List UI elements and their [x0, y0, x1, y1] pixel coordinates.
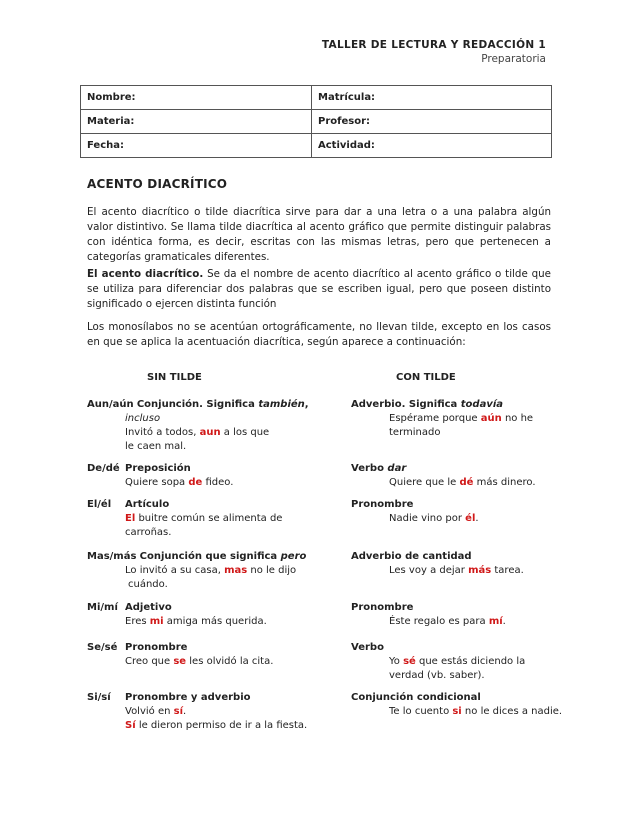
highlight-word: sé	[403, 656, 416, 667]
entry-mas-con-tilde	[351, 550, 561, 578]
example-text: más dinero.	[473, 477, 536, 488]
category: Adverbio. Significa	[351, 399, 461, 410]
word-pair: De/dé	[87, 463, 120, 474]
con-tilde-heading: CON TILDE	[396, 372, 456, 383]
example-text: Espérame porque	[389, 413, 481, 424]
example-line: carroñas.	[125, 527, 172, 538]
example-text: Volvió en	[125, 706, 174, 717]
example-text: .	[475, 513, 479, 524]
word-pair: Mas/más	[87, 551, 137, 562]
category-italic: también	[258, 399, 305, 410]
highlight-word: mi	[149, 616, 164, 627]
course-level: Preparatoria	[481, 53, 546, 65]
category-italic: dar	[387, 463, 407, 474]
entry-si-con-tilde	[351, 691, 566, 719]
category: Conjunción condicional	[351, 692, 481, 703]
example-text: Nadie vino por	[389, 513, 466, 524]
entry-mi-sin-tilde	[87, 601, 327, 629]
intro-paragraph: El acento diacrítico o tilde diacrítica sirve para dar a una letra o a una palabra algún valor distintivo. Se llama tilde diacrítica al acento gráfico que permite distinguir palabras con idéntica forma, es decir, escritas con las mismas letras, pero que pertenecen a categorías gramaticales diferentes.	[87, 206, 551, 263]
entry-si-sin-tilde	[87, 691, 337, 733]
example-text: .	[502, 616, 506, 627]
example-text: le dieron permiso de ir a la fiesta.	[135, 720, 308, 731]
example-text: .	[183, 706, 187, 717]
entry-aun-con-tilde	[351, 398, 561, 440]
highlight-word: de	[188, 477, 203, 488]
example-text: Éste regalo es para	[389, 616, 489, 627]
category-punct: ,	[304, 399, 309, 410]
category-italic: todavía	[460, 399, 504, 410]
example-text: Lo invitó a su casa,	[125, 565, 225, 576]
word-pair: Si/sí	[87, 692, 111, 703]
highlight-word: más	[468, 565, 492, 576]
highlight-word: si	[452, 706, 462, 717]
example-text: tarea.	[491, 565, 524, 576]
nombre-field[interactable]: Nombre:	[81, 86, 312, 110]
matricula-field[interactable]: Matrícula:	[312, 86, 552, 110]
monosyllable-paragraph: Los monosílabos no se acentúan ortográficamente, no llevan tilde, excepto en los casos en que se aplica la acentuación diacrítica, según aparece a continuación:	[87, 321, 551, 348]
example-line: le caen mal.	[125, 441, 187, 452]
section-title: ACENTO DIACRÍTICO	[87, 177, 228, 191]
example-text: Invitó a todos,	[125, 427, 200, 438]
highlight-word: se	[173, 656, 187, 667]
fecha-field[interactable]: Fecha:	[81, 134, 312, 158]
entry-el-con-tilde	[351, 498, 561, 526]
example-text: Eres	[125, 616, 150, 627]
category: Pronombre	[125, 642, 188, 653]
example-text: Creo que	[125, 656, 174, 667]
category: Artículo	[125, 499, 170, 510]
example-text: no le dijo	[247, 565, 297, 576]
actividad-field[interactable]: Actividad:	[312, 134, 552, 158]
entry-de-con-tilde	[351, 462, 561, 490]
example-text: fideo.	[202, 477, 234, 488]
example-text: buitre común se alimenta de	[135, 513, 283, 524]
word-pair: Aun/aún	[87, 399, 134, 410]
highlight-word: dé	[459, 477, 474, 488]
category: Verbo	[351, 463, 388, 474]
entry-se-sin-tilde	[87, 641, 327, 669]
example-text: no le dices a nadie.	[461, 706, 563, 717]
highlight-word: sí	[173, 706, 184, 717]
entry-mas-sin-tilde	[87, 550, 337, 592]
category: Conjunción. Significa	[136, 399, 259, 410]
entry-se-con-tilde	[351, 641, 561, 683]
highlight-word: El	[125, 513, 136, 524]
entry-el-sin-tilde	[87, 498, 327, 540]
example-text: les olvidó la cita.	[186, 656, 274, 667]
example-text: Yo	[389, 656, 404, 667]
example-line: verdad (vb. saber).	[389, 670, 485, 681]
course-title: TALLER DE LECTURA Y REDACCIÓN 1	[321, 39, 546, 51]
sin-tilde-heading: SIN TILDE	[147, 372, 202, 383]
profesor-field[interactable]: Profesor:	[312, 110, 552, 134]
highlight-word: él	[465, 513, 476, 524]
entry-de-sin-tilde	[87, 462, 327, 490]
word-pair: Mi/mí	[87, 602, 118, 613]
example-text: a los que	[220, 427, 270, 438]
category: Conjunción que significa	[139, 551, 281, 562]
highlight-word: aun	[199, 427, 221, 438]
highlight-word: mí	[488, 616, 503, 627]
category: Pronombre y adverbio	[125, 692, 251, 703]
example-line: terminado	[389, 427, 441, 438]
student-info-table	[80, 85, 552, 158]
category: Pronombre	[351, 499, 414, 510]
word-pair: Se/sé	[87, 642, 118, 653]
category: Verbo	[351, 642, 384, 653]
category-italic: pero	[280, 551, 307, 562]
example-text: Te lo cuento	[389, 706, 453, 717]
highlight-word: Sí	[125, 720, 136, 731]
category: Adjetivo	[125, 602, 172, 613]
example-text: amiga más querida.	[163, 616, 267, 627]
example-line: cuándo.	[128, 579, 168, 590]
highlight-word: mas	[224, 565, 248, 576]
example-text: que estás diciendo la	[415, 656, 526, 667]
example-text: Les voy a dejar	[389, 565, 469, 576]
category: Preposición	[125, 463, 191, 474]
definition-term: El acento diacrítico.	[87, 268, 204, 280]
entry-aun-sin-tilde	[87, 398, 327, 454]
example-line: incluso	[125, 413, 161, 424]
document-header	[322, 38, 546, 66]
example-text: no he	[501, 413, 534, 424]
materia-field[interactable]: Materia:	[81, 110, 312, 134]
category: Pronombre	[351, 602, 414, 613]
word-pair: El/él	[87, 499, 112, 510]
definition-paragraph	[87, 267, 551, 312]
example-text: Quiere que le	[389, 477, 460, 488]
category: Adverbio de cantidad	[351, 551, 472, 562]
definition-text: Se da el nombre de acento diacrítico al acento gráfico o tilde que se utiliza para diferenciar dos palabras que se escriben igual, pero que poseen distinto significado o ejercen distinta función	[87, 268, 551, 310]
entry-mi-con-tilde	[351, 601, 561, 629]
highlight-word: aún	[480, 413, 502, 424]
example-text: Quiere sopa	[125, 477, 189, 488]
